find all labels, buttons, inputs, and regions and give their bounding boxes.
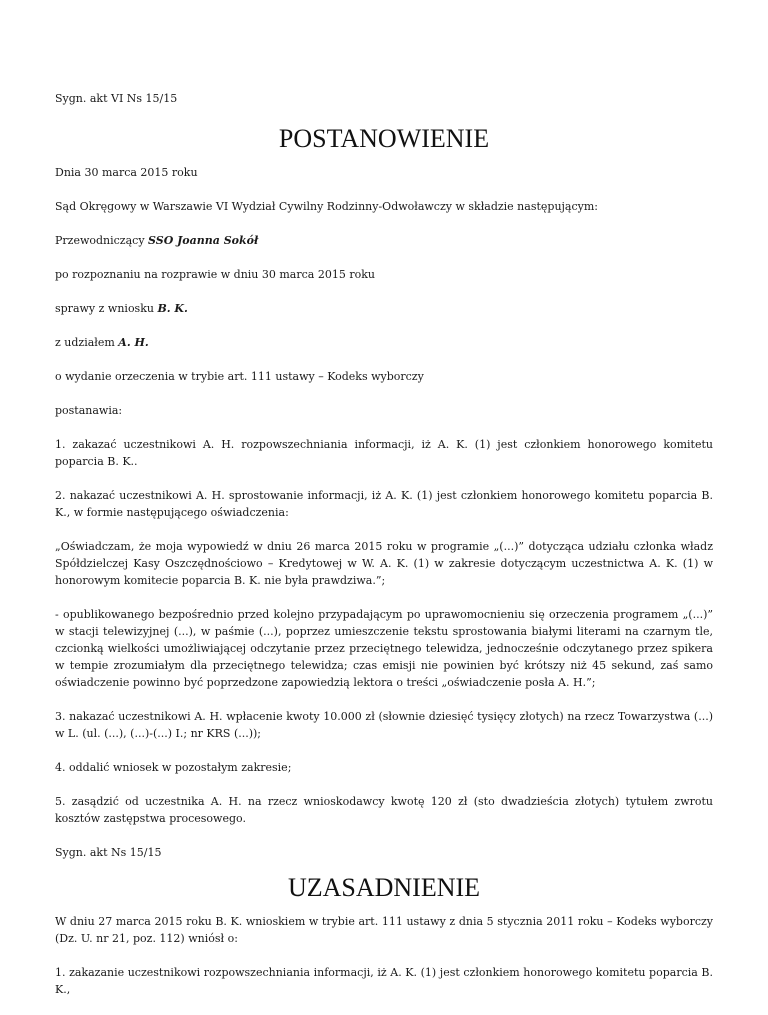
ruling-title: POSTANOWIENIE xyxy=(278,124,490,153)
ruling-item-1: 1. zakazać uczestnikowi A. H. rozpowszechniania informacji, iż A. K. (1) jest członkiem honorowego komitetu poparcia B. K.. xyxy=(55,438,713,468)
court-composition: Sąd Okręgowy w Warszawie VI Wydział Cywilny Rodzinny-Odwoławczy w składzie następującym: xyxy=(55,200,599,213)
motion-party: B. K. xyxy=(157,302,188,315)
ruling-item-2: 2. nakazać uczestnikowi A. H. sprostowanie informacji, iż A. K. (1) jest członkiem honorowego komitetu poparcia B. K., w formie następującego oświadczenia: xyxy=(55,489,713,519)
participant-label: z udziałem xyxy=(55,336,119,349)
ruling-item-4: 4. oddalić wniosek w pozostałym zakresie; xyxy=(55,761,292,774)
case-subject: o wydanie orzeczenia w trybie art. 111 ustawy – Kodeks wyborczy xyxy=(55,370,424,383)
publication-terms: - opublikowanego bezpośrednio przed kolejno przypadającym po uprawomocnieniu się orzeczenia programem „(...)” w stacji telewizyjnej (...), w paśmie (...), poprzez umieszczenie tekstu sprostowania białymi literami na czarnym tle, czcionką wielkości umożliwiającej odczytanie przez przeciętnego telewidza, jednocześnie odczytanego przez spikera w tempie zrozumiałym dla przeciętnego telewidza; czas emisji nie powinien być krótszy niż 45 sekund, zaś samo oświadczenie powinno być poprzedzone zapowiedzią lektora o treści „oświadczenie posła A. H.”; xyxy=(55,608,713,689)
participant-party: A. H. xyxy=(118,336,149,349)
justification-intro: W dniu 27 marca 2015 roku B. K. wnioskiem w trybie art. 111 ustawy z dnia 5 stycznia 2011 roku – Kodeks wyborczy (Dz. U. nr 21, poz. 112) wniósł o: xyxy=(55,915,713,945)
correction-statement: „Oświadczam, że moja wypowiedź w dniu 26 marca 2015 roku w programie „(...)” dotycząca udziału członka władz Spółdzielczej Kasy Oszczędnościowo – Kredytowej w W. A. K. (1) w zakresie dotyczącym uczestnictwa A. K. (1) w honorowym komitecie poparcia B. K. nie była prawdziwa.”; xyxy=(55,540,713,587)
ruling-item-5: 5. zasądzić od uczestnika A. H. na rzecz wnioskodawcy kwotę 120 zł (sto dwadzieścia złotych) tytułem zwrotu kosztów zastępstwa procesowego. xyxy=(55,795,713,825)
motion-label: sprawy z wniosku xyxy=(55,302,158,315)
motion-line xyxy=(55,300,713,317)
participant-line xyxy=(55,334,713,351)
justification-signature: Sygn. akt Ns 15/15 xyxy=(55,846,162,859)
hearing-line: po rozpoznaniu na rozprawie w dniu 30 marca 2015 roku xyxy=(55,268,375,281)
ruling-item-3: 3. nakazać uczestnikowi A. H. wpłacenie kwoty 10.000 zł (słownie dziesięć tysięcy złotych) na rzecz Towarzystwa (...) w L. (ul. (...), (...)-(...) I.; nr KRS (...)); xyxy=(55,710,713,740)
document-page xyxy=(55,90,713,1015)
ruling-intro: postanawia: xyxy=(55,404,123,417)
case-signature: Sygn. akt VI Ns 15/15 xyxy=(55,92,178,105)
justification-item-1: 1. zakazanie uczestnikowi rozpowszechniania informacji, iż A. K. (1) jest członkiem honorowego komitetu poparcia B. K., xyxy=(55,966,713,996)
presiding-judge xyxy=(55,232,713,249)
justification-title: UZASADNIENIE xyxy=(287,873,481,902)
ruling-date: Dnia 30 marca 2015 roku xyxy=(55,166,198,179)
judge-name: SSO Joanna Sokół xyxy=(148,234,259,247)
presiding-label: Przewodniczący xyxy=(55,234,149,247)
